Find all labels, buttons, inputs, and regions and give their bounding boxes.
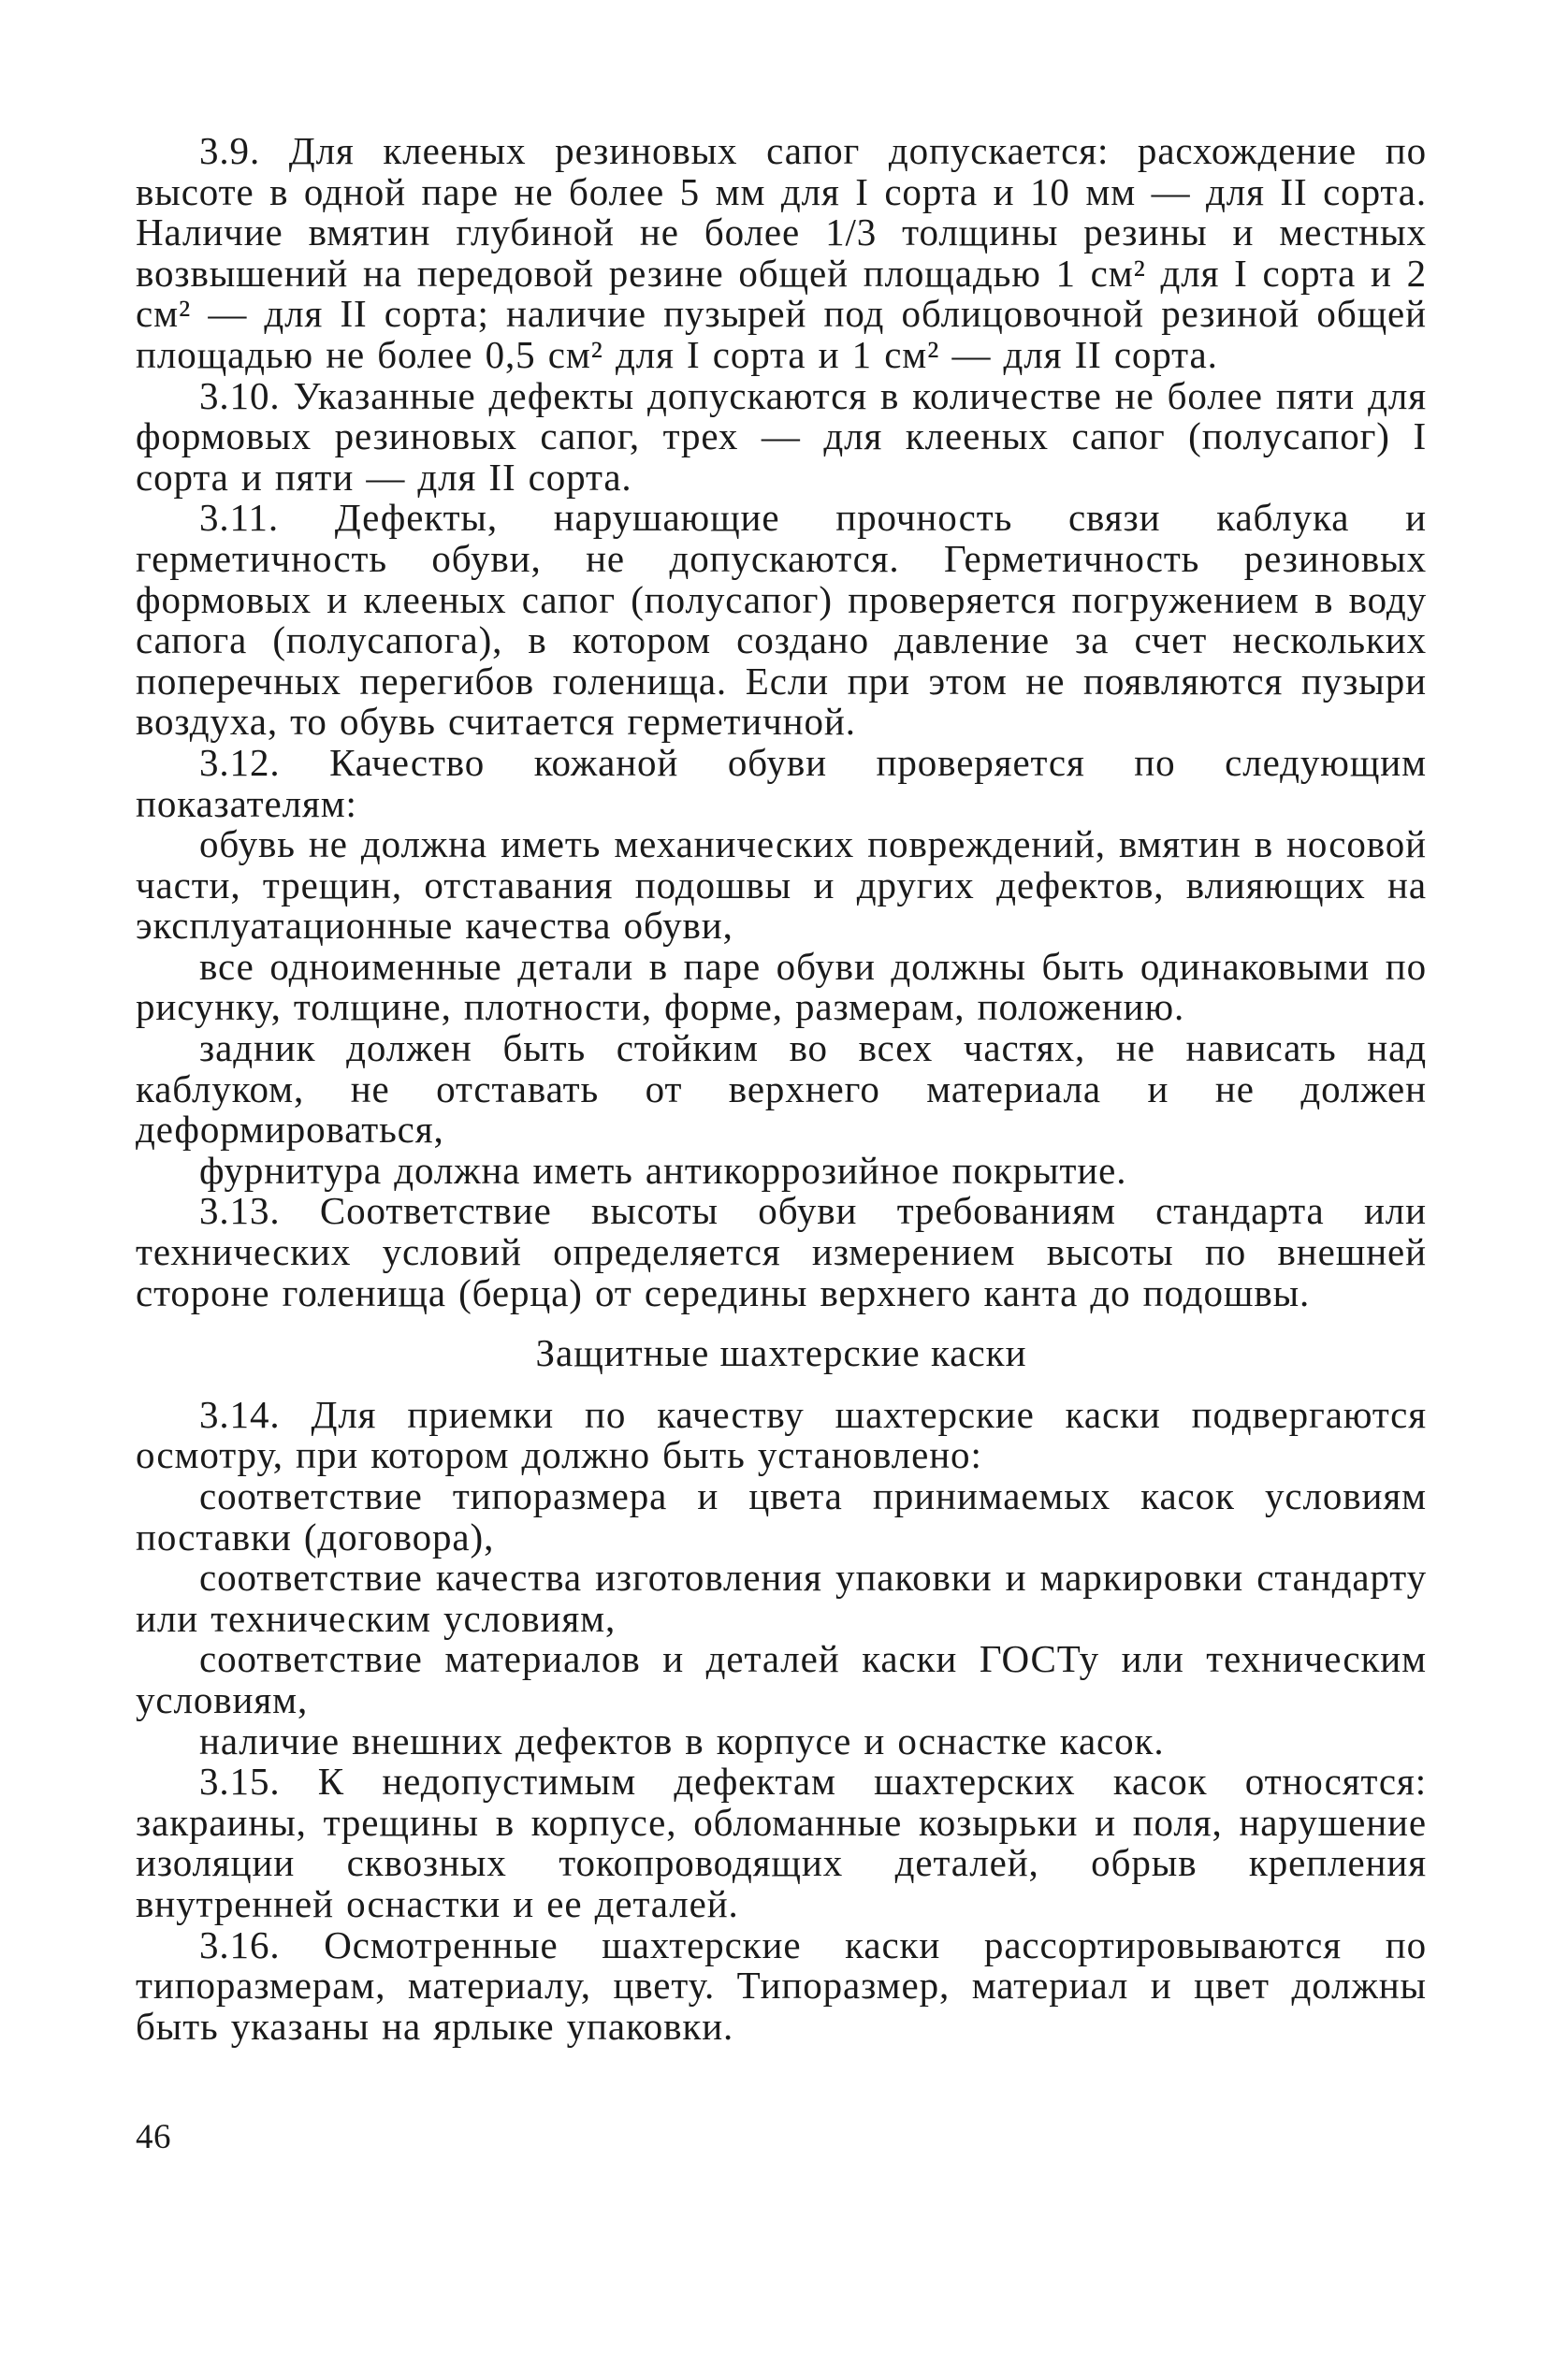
list-item-heel-counter: задник должен быть стойким во всех частях, не нависать над каблуком, не отставать от верхнего материала и не должен деформироваться, <box>136 1026 1427 1152</box>
list-item-fittings: фурнитура должна иметь антикоррозийное покрытие. <box>199 1148 1127 1192</box>
page-number: 46 <box>136 2118 171 2156</box>
list-item-size-color: соответствие типоразмера и цвета принимаемых касок условиям поставки (договора), <box>136 1474 1427 1559</box>
list-item-no-damage: обувь не должна иметь механических повреждений, вмятин в носовой части, трещин, отставания подошвы и других дефектов, влияющих на эксплуатационные качества обуви, <box>136 822 1427 948</box>
paragraph-3-16: 3.16. Осмотренные шахтерские каски рассортировываются по типоразмерам, материалу, цвету. Типоразмер, материал и цвет должны быть указаны на ярлыке упаковки. <box>136 1922 1427 2048</box>
paragraph-3-11: 3.11. Дефекты, нарушающие прочность связи каблука и герметичность обуви, не допускаются. Герметичность резиновых формовых и клееных сапог (полусапог) проверяется погружением в воду сапога (полусапога), в котором создано давление за счет нескольких поперечных перегибов голенища. Если при этом не появляются пузыри воздуха, то обувь считается герметичной. <box>136 496 1427 744</box>
list-item-external-defects: наличие внешних дефектов в корпусе и оснастке касок. <box>199 1719 1165 1762</box>
paragraph-3-10: 3.10. Указанные дефекты допускаются в количестве не более пяти для формовых резиновых сапог, трех — для клееных сапог (полусапог) I сорта и пяти — для II сорта. <box>136 373 1427 499</box>
paragraph-3-15: 3.15. К недопустимым дефектам шахтерских касок относятся: закраины, трещины в корпусе, обломанные козырьки и поля, нарушение изоляции сквозных токопроводящих деталей, обрыв крепления внутренней оснастки и ее деталей. <box>136 1760 1427 1925</box>
section-heading: Защитные шахтерские каски <box>535 1331 1027 1375</box>
list-item-materials: соответствие материалов и деталей каски ГОСТу или техническим условиям, <box>136 1637 1427 1721</box>
paragraph-3-13: 3.13. Соответствие высоты обуви требованиям стандарта или технических условий определяется измерением высоты по внешней стороне голенища (берца) от середины верхнего канта до подошвы. <box>136 1189 1427 1314</box>
paragraph-3-9: 3.9. Для клееных резиновых сапог допускается: расхождение по высоте в одной паре не более 5 мм для I сорта и 10 мм — для II сорта. Наличие вмятин глубиной не более 1/3 толщины резины и местных возвышений на передовой резине общей площадью 1 см² для I сорта и 2 см² — для II сорта; наличие пузырей под облицовочной резиной общей площадью не более 0,5 см² для I сорта и 1 см² — для II сорта. <box>136 129 1427 376</box>
list-item-packaging: соответствие качества изготовления упаковки и маркировки стандарту или техническим условиям, <box>136 1556 1427 1640</box>
paragraph-3-12: 3.12. Качество кожаной обуви проверяется по следующим показателям: <box>136 740 1427 825</box>
list-item-identical-parts: все одноименные детали в паре обуви должны быть одинаковыми по рисунку, толщине, плотности, форме, размерам, положению. <box>136 944 1427 1029</box>
document-page <box>136 131 1427 2047</box>
paragraph-3-14: 3.14. Для приемки по качеству шахтерские каски подвергаются осмотру, при котором должно быть установлено: <box>136 1392 1427 1477</box>
